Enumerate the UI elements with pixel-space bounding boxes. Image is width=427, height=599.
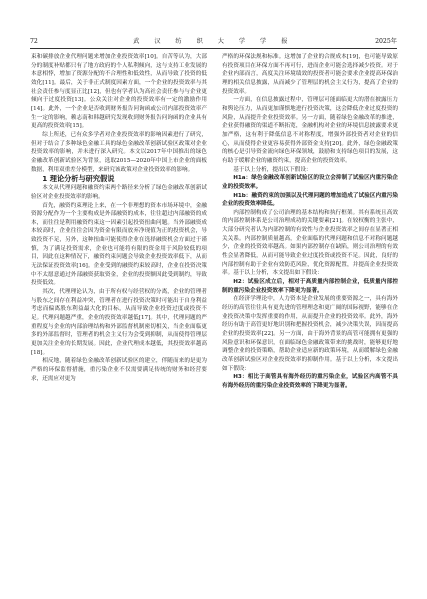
left-column	[31, 53, 207, 383]
body-paragraph: 内部控制构成了公司治理的基本结构和执行框架。其有系统且高效的内部控制体系是公司治理成功的关键要素[21]。在较权衡的主张中，大部分研究者认为内部控制的有效性与企业投资效率之间存在显著正相关关系。内部控制质量越高，企业面临的代理问题和信息不对称问题越少，企业的投资效率越高。如果内部控制存在缺陷，则公司治理的有效性会显著降低，从而可能导致企业过度投资或投资不足。因此，良好的内部控制有助于企业有效防范风险，优化资源配置，并提高企业投资效率。基于以上分析，本文提出如下假设：	[222, 209, 398, 277]
header-rule	[30, 48, 397, 49]
right-column	[222, 53, 398, 391]
journal-year: 2025年	[375, 38, 397, 45]
hypothesis-text: 试验区成立后，相对于高质量内部控制企业，低质量内部控制的重污染企业投资效率下降更为显著。	[222, 279, 398, 294]
body-paragraph: 本文从代理问题和融资约束两个路径来分析了绿色金融改革创新试验区对企业投资效率的影响。	[31, 185, 207, 200]
body-paragraph: 严格的环保法规和标准。这增加了企业的合规成本[19]，也可能导致原有投资项目在环保方面不再可行，进而企业可能会选择减少投资。对于企业内部而言，高度关注环境绩效的投资者可能会要求企业提高环保治理的相关信息披露，从而减少了管理层的机会主义行为，提高了企业的投资效率。	[222, 54, 398, 95]
body-paragraph: 首先，融资约束理论上来，在一个非理想的资本市场环境中，金融资源分配作为一个主要构成是外部融资的成本，往往超过内部融资的成本，而往往是利用融资约束这一因素引起投资扭曲问题。当外部融资成本较高时，企业往往会因为资金有限而放弃净现值为正的投资机会，导致投资不足，另外，这种扭曲可能使得企业在选择融资机会方面过于谨慎，为了满足投资需求，企业也可能将有限的资金用于风险较低的项目，因此在这种情况下，融资约束问题会导致企业投资效率低下，从而无法保证投资效率[16]。企业受到的融资约束较高时，企业在投资决策中不太愿意通过外部融资获取资金，企业的投资额因此受到制约，导致投资低效。	[31, 202, 207, 287]
hypothesis-text: 绿色金融改革创新试验区的设立会抑制了试验区内重污染企业的投资效率。	[222, 175, 398, 190]
body-paragraph: 其次，代理理论认为，由于所有权与经营权的分离，企业的管理者与股东之间存在利益冲突，管理者在进行投资决策时可能出于自身利益考虑而偏离股东利益最大化的目标，从而导致企业投资过度或投资不足。代理问题越严重，企业的投资效率越低[17]。其中，代理问题的严重程度与企业的内部治理结构和外部监督机制密切相关，当企业面临更多的外部监督时，管理者的机会主义行为会受到抑制，从而使得管理层更加关注企业的长期发展。因此，企业代理成本越低，其投资效率越高[18]。	[31, 289, 207, 356]
hypothesis-label: H3：	[233, 374, 248, 381]
page-number: 72	[30, 38, 38, 45]
hypothesis-text: 相比于高管具有海外经历的重污染企业，试验区内高管不具有海外经历的重污染企业投资效率的下降更为显著。	[222, 374, 398, 389]
journal-name: 武 汉 纺 织 大 学 学 报	[133, 38, 294, 45]
hypothesis-label: H2：	[233, 279, 248, 286]
hypothesis-label: H1a：	[233, 175, 252, 182]
body-paragraph: 束和碳排放企业代理问题来增加企业投资效率[10]。自苦等认为，大部分的制度补贴都只有了地方政府的个人私利倾向，这与支持工业发展的本意相悖，增加了资源分配的不合理性和低效性，从而导致了投资的低效化[11]。最后，关于非正式制度因素方面，一个企业的投资效率与其社会责任参与度显正比[12]，但也有学者认为高社会责任参与与企业更倾向于过度投资[13]。公众关注对企业的投资效率有一定的激励作用[14]。此外，一个企业是否收到财务报告问询函或公司内部投资效率产生一定的影响，赖志南和韩越研究发现收到财务报告问询函的企业具有更高的投资效率[15]。	[31, 54, 207, 130]
body-paragraph: 相反地，随着绿色金融改革创新试验区的建立，伴随而来的是更为严格的环保监督措施，重污染企业不仅需要满足传统的财务和经营要求，还需应对更为	[31, 358, 207, 382]
hypothesis-label: H1b：	[233, 192, 252, 199]
hypothesis-text: 融资约束的加强以及代理问题的增加造成了试验区内重污染企业的投资效率降低。	[222, 192, 398, 208]
hypothesis-h1b	[222, 192, 398, 209]
hypothesis-intro: 基于以上分析，提出以下假设：	[233, 166, 312, 173]
hypothesis-h3	[222, 373, 398, 390]
hypothesis-h1a	[222, 174, 398, 191]
hypothesis-h2	[222, 278, 398, 295]
body-paragraph: 一方面，在信息披露过程中，管理层可能面临更大的潜在披露压力和舆论压力，从而更加谨慎地进行投资决策，这会降低企业过度投资的风险，从而提升企业投资效率。另一方面，随着绿色金融改革的推进，企业获得融资的渠道不断拓宽，金融机构对企业的环境信息披露要求更加严格，这有利于降低信息不对称程度，增强外部投资者对企业的信心，从而使得企业更容易获得外部资金支持[20]。此外，绿色金融政策的核心是引导资金流向绿色环保领域，鼓励和支持绿色项目的发展，这有助于缓解企业的融资约束，提高企业的投资效率。	[222, 97, 398, 164]
section-title: 1 理论分析与研究假说	[42, 174, 115, 184]
body-paragraph: 综上所述，已有众多学者对企业投资效率的影响因素进行了研究，但对于结合了多种绿色金融工具的绿色金融改革创新试验区政策对企业投资效率的影响，并未进行深入研究。本文以2017年中国推出的绿色金融改革创新试验区为背景，选取2015—2020年中国上市企业的面板数据，利用双重差分模型，来研究该政策对企业投资效率的影响。	[31, 131, 207, 173]
running-head	[30, 37, 397, 47]
body-paragraph: 在经济学理论中，人力资本是企业发展的重要资源之一，具有海外经历的高管往往具有更先进的管理理念和更广阔的国际视野，能够在企业投资决策中发挥重要的作用，从而提升企业的投资效率。此外，海外经历有助于高管更好地识别和把握投资机会，减少决策失误，因而提高企业的投资效率[22]。另一方面，由于海外背景的高管可能拥有更强的风险意识和环保意识，在面临绿色金融政策带来的挑战时，能够更好地调整企业的投资策略，帮助企业适应新的政策环境，从而缓解绿色金融改革创新试验区对企业投资效率的抑制作用。基于以上分析，本文提出如下假设：	[222, 296, 398, 372]
